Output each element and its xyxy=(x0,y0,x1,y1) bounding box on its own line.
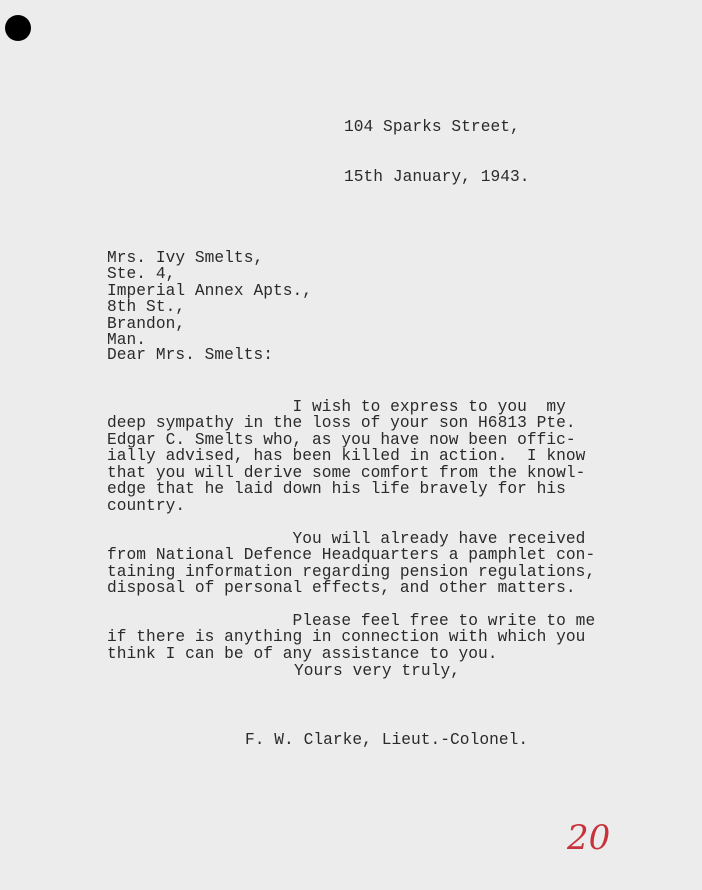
recipient-line: Brandon, xyxy=(107,314,186,333)
text-line: You will already have received xyxy=(107,529,586,548)
text-line: think I can be of any assistance to you. xyxy=(107,644,498,663)
text-line: that you will derive some comfort from the knowl- xyxy=(107,463,586,482)
text-line: I wish to express to you my xyxy=(107,397,566,416)
text-line: edge that he laid down his life bravely for his xyxy=(107,480,566,498)
sender-address: 104 Sparks Street, xyxy=(344,118,520,136)
text-line: taining information regarding pension regulations, xyxy=(107,562,596,581)
text-line: Please feel free to write to me xyxy=(107,611,596,630)
text-line: country. xyxy=(107,496,186,515)
paragraph-1 xyxy=(107,382,585,531)
page-number: 20 xyxy=(567,818,611,858)
recipient-line: Ste. 4, xyxy=(107,265,176,283)
recipient-line: Mrs. Ivy Smelts, xyxy=(107,248,264,267)
text-line: if there is anything in connection with which you xyxy=(107,628,586,646)
letter-date: 15th January, 1943. xyxy=(344,168,530,186)
signature: F. W. Clarke, Lieut.-Colonel. xyxy=(245,731,529,749)
text-line: ially advised, has been killed in action. I know xyxy=(107,447,586,465)
text-line: from National Defence Headquarters a pamphlet con- xyxy=(107,546,596,564)
text-line: deep sympathy in the loss of your son H6813 Pte. xyxy=(107,414,576,432)
closing: Yours very truly, xyxy=(294,662,460,680)
recipient-line: Man. xyxy=(107,331,147,349)
text-line: disposal of personal effects, and other matters. xyxy=(107,579,576,597)
recipient-line: 8th St., xyxy=(107,298,186,316)
text-line: Edgar C. Smelts who, as you have now been offic- xyxy=(107,430,576,449)
salutation: Dear Mrs. Smelts: xyxy=(107,346,273,364)
punch-hole xyxy=(5,15,31,41)
recipient-line: Imperial Annex Apts., xyxy=(107,281,313,300)
